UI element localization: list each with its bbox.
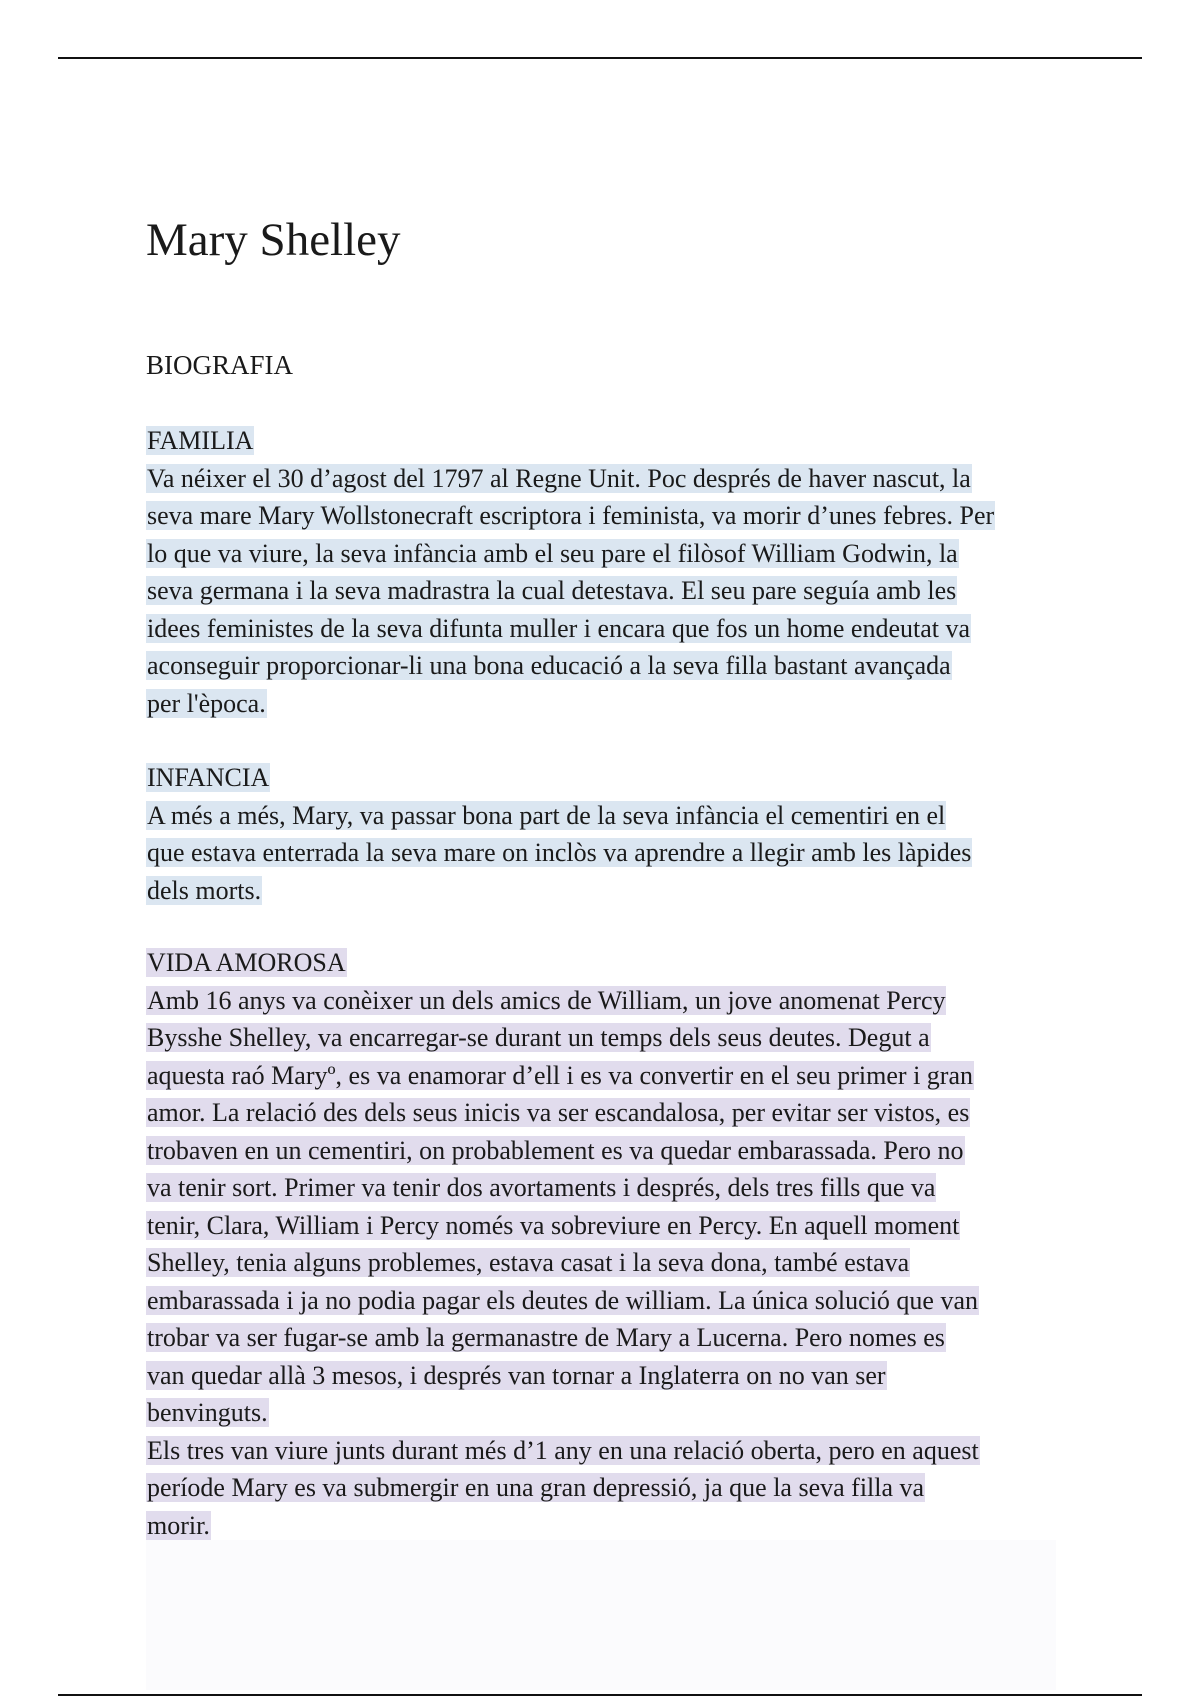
section-familia [146,422,1066,722]
bottom-rule [58,1694,1142,1696]
paragraph-line: que estava enterrada la seva mare on inclòs va aprendre a llegir amb les làpides [147,838,972,867]
paragraph-line: lo que va viure, la seva infància amb el seu pare el filòsof William Godwin, la [147,538,958,568]
paragraph-line: Amb 16 anys va conèixer un dels amics de William, un jove anomenat Percy [147,985,946,1015]
section-vida-amorosa [146,944,1066,1544]
paragraph-line: benvinguts. [147,1398,268,1427]
paragraph-line: Els tres van viure junts durant més d’1 any en una relació oberta, pero en aquest [147,1435,979,1465]
paragraph-line: trobaven en un cementiri, on probablement es va quedar embarassada. Pero no [147,1135,964,1165]
section-heading: VIDA AMOROSA [147,948,346,977]
paragraph-line: tenir, Clara, William i Percy només va sobreviure en Percy. En aquell moment [147,1210,960,1240]
paragraph-line: seva germana i la seva madrastra la cual detestava. El seu pare seguía amb les [147,576,957,605]
paragraph-line: amor. La relació des dels seus inicis va ser escandalosa, per evitar ser vistos, es [147,1098,970,1127]
section-heading: FAMILIA [147,426,254,455]
paragraph-line: Shelley, tenia alguns problemes, estava casat i la seva dona, també estava [147,1248,910,1277]
paragraph-line: per l'època. [147,688,266,718]
paragraph-line: aconseguir proporcionar-li una bona educació a la seva filla bastant avançada [147,651,951,680]
paragraph-line: A més a més, Mary, va passar bona part de la seva infància el cementiri en el [147,800,946,830]
paragraph-line: seva mare Mary Wollstonecraft escriptora i feminista, va morir d’unes febres. Per [147,501,995,530]
paragraph-line: va tenir sort. Primer va tenir dos avortaments i després, dels tres fills que va [147,1173,936,1202]
paragraph-line: embarassada i ja no podia pagar els deutes de william. La única solució que van [147,1285,978,1315]
biography-label: BIOGRAFIA [146,350,294,380]
page-background-block [146,1540,1056,1690]
paragraph-line: morir. [147,1510,210,1540]
paragraph-line: aquesta raó Maryº, es va enamorar d’ell i es va convertir en el seu primer i gran [147,1060,973,1090]
paragraph-line: dels morts. [147,875,262,905]
top-rule [58,57,1142,59]
section-heading: INFANCIA [147,763,270,792]
paragraph-line: trobar va ser fugar-se amb la germanastre de Mary a Lucerna. Pero nomes es [147,1323,945,1352]
paragraph-line: Va néixer el 30 d’agost del 1797 al Regne Unit. Poc després de haver nascut, la [147,463,971,493]
section-infancia [146,759,1066,909]
paragraph-line: Bysshe Shelley, va encarregar-se durant un temps dels seus deutes. Degut a [147,1023,930,1052]
paragraph-line: van quedar allà 3 mesos, i després van tornar a Inglaterra on no van ser [147,1360,886,1390]
document-title: Mary Shelley [146,214,401,266]
paragraph-line: període Mary es va submergir en una gran depressió, ja que la seva filla va [147,1473,925,1502]
paragraph-line: idees feministes de la seva difunta muller i encara que fos un home endeutat va [147,613,971,643]
